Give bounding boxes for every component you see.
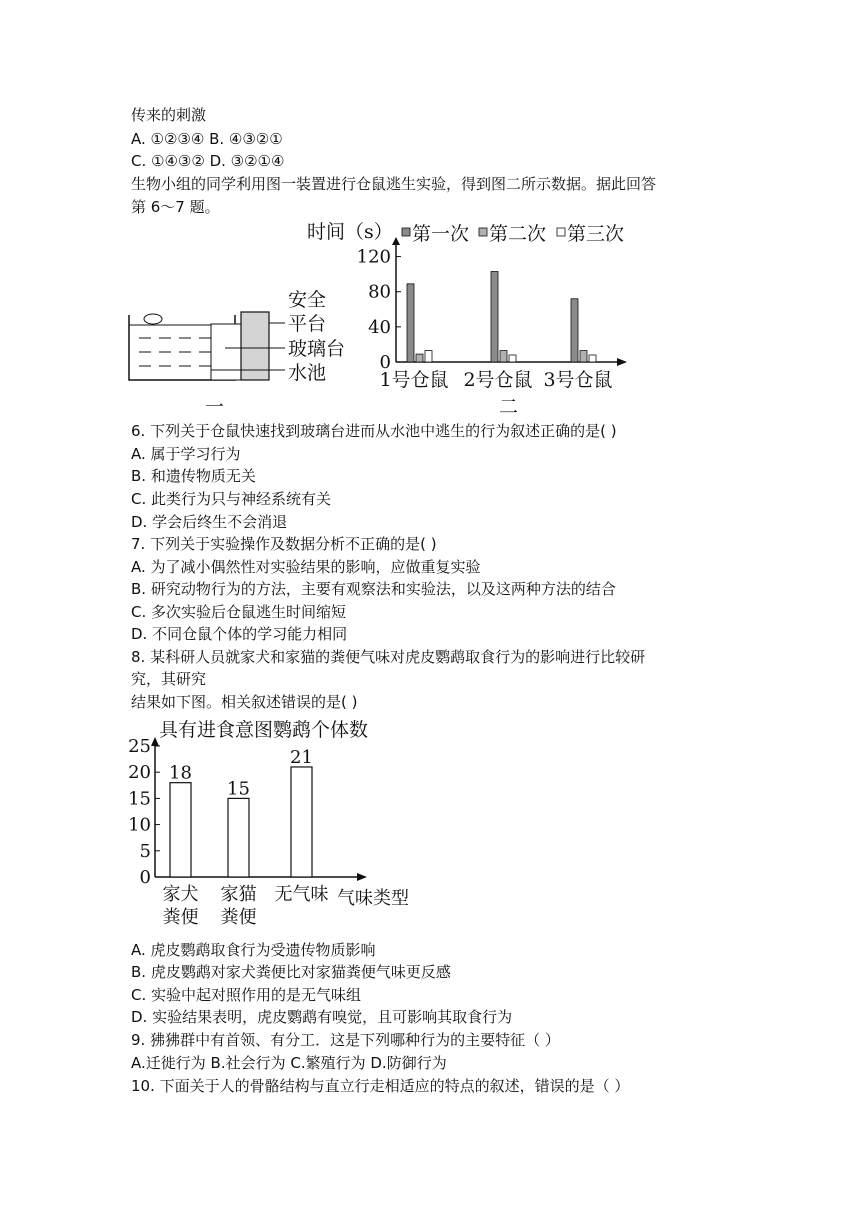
legend-label: 第一次 [412, 223, 470, 245]
figure-caption: 一 [205, 396, 225, 417]
hamster-icon [144, 314, 162, 324]
option-c: C. 此类行为只与神经系统有关 [131, 490, 332, 508]
x-tick-label: 粪便 [220, 907, 257, 928]
bar [425, 351, 432, 362]
bar [500, 351, 507, 362]
bar [170, 783, 191, 877]
question-8: 8. 某科研人员就家犬和家猫的粪便气味对虎皮鹦鹉取食行为的影响进行比较研 [131, 648, 646, 666]
legend-label: 第二次 [489, 223, 547, 245]
legend-label: 第三次 [567, 223, 625, 245]
bar [509, 355, 516, 362]
bar [407, 284, 414, 362]
y-axis-arrow [151, 737, 159, 746]
apparatus-label: 安全 [288, 289, 327, 311]
option-c: C. 多次实验后仓鼠逃生时间缩短 [131, 603, 347, 621]
bar [491, 272, 498, 362]
text-line: 传来的刺激 [131, 106, 207, 124]
y-tick-label: 15 [128, 788, 151, 810]
option-b: B. 研究动物行为的方法，主要有观察法和实验法，以及这两种方法的结合 [131, 580, 616, 598]
x-tick-label: 家猫 [220, 884, 257, 905]
figure-caption: 二 [499, 396, 519, 417]
question-6: 6. 下列关于仓鼠快速找到玻璃台进而从水池中逃生的行为叙述正确的是( ) [131, 422, 617, 440]
y-tick-label: 80 [368, 281, 391, 303]
y-axis-label: 时间（s） [307, 221, 393, 243]
text-line: 第 6～7 题。 [131, 198, 220, 216]
x-tick-label: 家犬 [162, 884, 199, 905]
option-d: D. 学会后终生不会消退 [131, 513, 288, 531]
text-line: 生物小组的同学利用图一装置进行仓鼠逃生实验，得到图二所示数据。据此回答 [131, 175, 657, 193]
option-line: A. ①②③④ B. ④③②① [131, 130, 283, 148]
y-tick-label: 25 [128, 736, 151, 757]
option-a: A. 属于学习行为 [131, 445, 241, 463]
figures-one-two [125, 212, 645, 417]
x-tick-label: 2号仓鼠 [463, 369, 533, 391]
chart-title: 具有进食意图鹦鹉个体数 [159, 719, 369, 741]
apparatus-figure [129, 289, 345, 417]
data-label: 21 [290, 746, 313, 768]
bar [416, 354, 423, 362]
question-9-options: A.迁徙行为 B.社会行为 C.繁殖行为 D.防御行为 [131, 1054, 447, 1072]
data-label: 15 [227, 778, 250, 800]
data-label: 18 [169, 762, 192, 784]
apparatus-label: 玻璃台 [288, 338, 346, 360]
x-tick-label: 3号仓鼠 [543, 369, 613, 391]
escape-time-chart [307, 221, 627, 417]
bar [580, 351, 587, 362]
question-8-cont: 结果如下图。相关叙述错误的是( ) [131, 693, 358, 711]
x-axis-label: 气味类型 [337, 888, 409, 909]
question-7: 7. 下列关于实验操作及数据分析不正确的是( ) [131, 535, 437, 553]
option-b: B. 虎皮鹦鹉对家犬粪便比对家猫粪便气味更反感 [131, 963, 451, 981]
y-axis-arrow [392, 237, 400, 245]
apparatus-label: 平台 [288, 313, 327, 335]
bar [589, 355, 596, 362]
question-10: 10. 下面关于人的骨骼结构与直立行走相适应的特点的叙述，错误的是（ ） [131, 1077, 630, 1095]
option-a: A. 虎皮鹦鹉取食行为受遗传物质影响 [131, 941, 376, 959]
x-tick-label: 1号仓鼠 [379, 369, 449, 391]
option-d: D. 不同仓鼠个体的学习能力相同 [131, 625, 348, 643]
x-axis-arrow [617, 358, 627, 366]
y-tick-label: 120 [356, 246, 391, 268]
y-tick-label: 0 [379, 352, 391, 373]
x-axis-arrow [357, 873, 367, 881]
parrot-feeding-chart [125, 712, 425, 937]
bar [571, 299, 578, 362]
bar [228, 798, 249, 877]
y-tick-label: 10 [128, 814, 151, 836]
x-tick-label: 粪便 [162, 907, 199, 928]
legend [402, 223, 624, 245]
option-a: A. 为了减小偶然性对实验结果的影响，应做重复实验 [131, 558, 481, 576]
x-tick-label: 无气味 [274, 884, 329, 905]
y-tick-label: 0 [139, 867, 151, 888]
bar [291, 767, 312, 877]
y-tick-label: 5 [139, 840, 151, 862]
option-d: D. 实验结果表明，虎皮鹦鹉有嗅觉，且可影响其取食行为 [131, 1008, 513, 1026]
y-tick-label: 20 [128, 762, 151, 784]
option-b: B. 和遗传物质无关 [131, 467, 256, 485]
apparatus-label: 水池 [288, 362, 327, 384]
option-c: C. 实验中起对照作用的是无气味组 [131, 986, 362, 1004]
question-8-cont: 究，其研究 [131, 670, 207, 688]
y-tick-label: 40 [368, 316, 391, 338]
option-line: C. ①④③② D. ③②①④ [131, 152, 285, 170]
question-9: 9. 狒狒群中有首领、有分工．这是下列哪种行为的主要特征（ ） [131, 1031, 560, 1049]
